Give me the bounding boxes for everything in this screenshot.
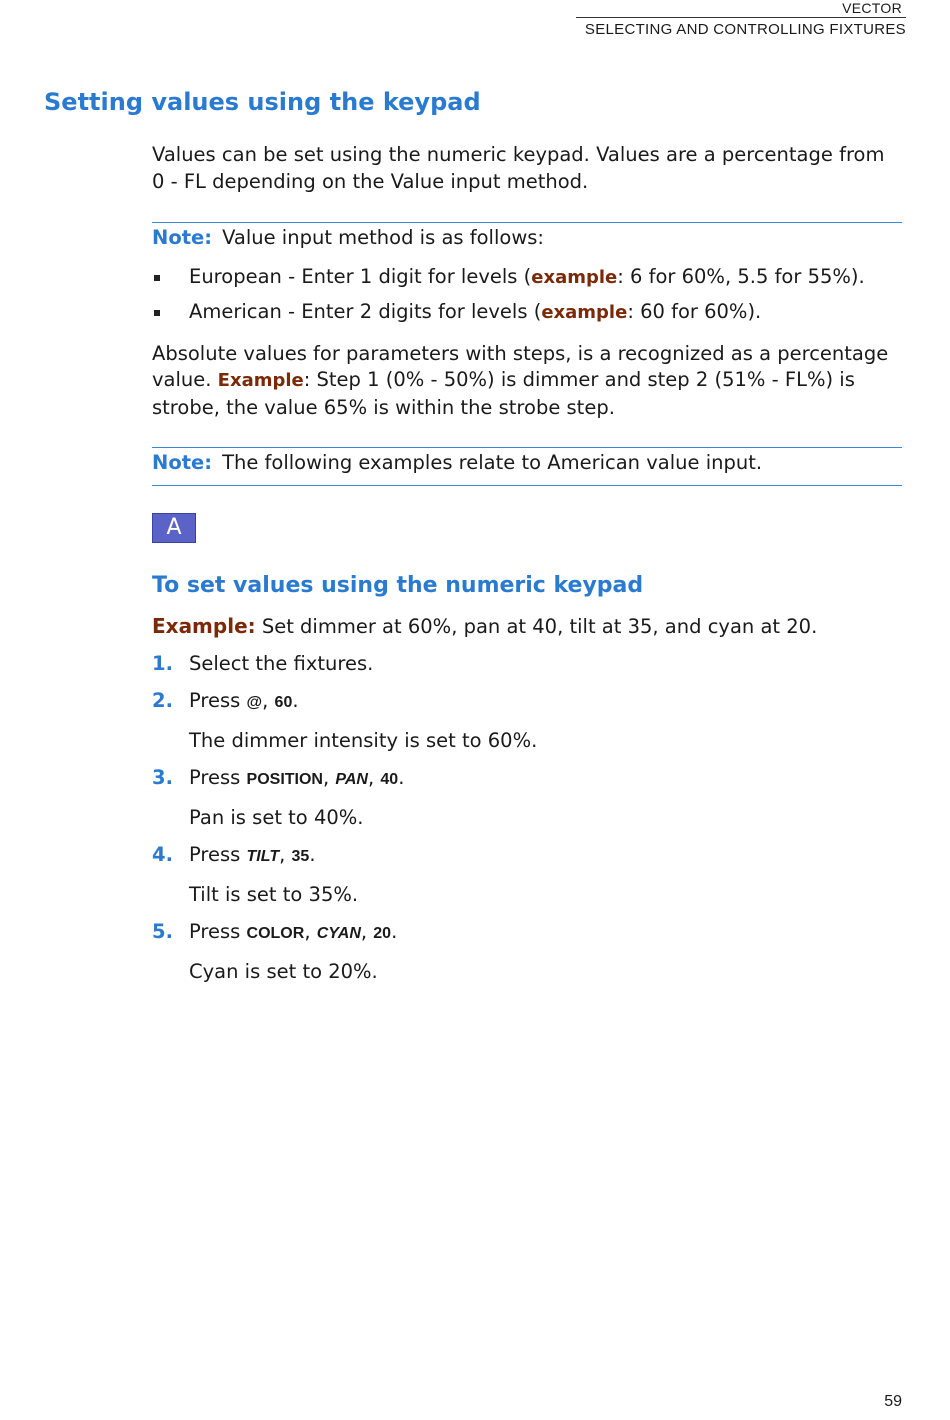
example-label: Example: xyxy=(152,614,256,638)
intro-paragraph: Values can be set using the numeric keypad. Values are a percentage from 0 - FL depending on the Value input method. xyxy=(152,143,885,193)
step-item: 2. Press @, 60. The dimmer intensity is set to 60%. xyxy=(152,688,902,754)
key-60: 60 xyxy=(274,694,293,711)
step-result: The dimmer intensity is set to 60%. xyxy=(189,728,538,752)
section-title: Setting values using the keypad xyxy=(44,88,481,116)
example-label: Example xyxy=(217,370,304,391)
header-chapter: SELECTING AND CONTROLLING FIXTURES xyxy=(584,21,906,38)
list-item: European - Enter 1 digit for levels (example: 6 for 60%, 5.5 for 55%). xyxy=(152,264,902,292)
procedure-example: Example: Set dimmer at 60%, pan at 40, tilt at 35, and cyan at 20. xyxy=(152,614,818,638)
list-item: American - Enter 2 digits for levels (example: 60 for 60%). xyxy=(152,299,902,327)
step-number: 3. xyxy=(152,766,173,789)
step-result: Cyan is set to 20%. xyxy=(189,959,378,983)
main-content xyxy=(152,142,902,996)
key-at: @ xyxy=(246,694,263,711)
step-result: Pan is set to 40%. xyxy=(189,805,364,829)
step-item: 4. Press TILT, 35. Tilt is set to 35%. xyxy=(152,842,902,908)
step-item: 5. Press COLOR, CYAN, 20. Cyan is set to 20%. xyxy=(152,919,902,985)
key-35: 35 xyxy=(291,848,310,865)
input-method-list xyxy=(152,264,902,327)
step-result: Tilt is set to 35%. xyxy=(189,882,359,906)
step-item: 1. Select the fixtures. xyxy=(152,651,902,678)
key-tilt: TILT xyxy=(246,848,280,865)
key-20: 20 xyxy=(373,925,392,942)
step-number: 1. xyxy=(152,651,173,675)
procedure-title: To set values using the numeric keypad xyxy=(152,572,644,598)
page-number: 59 xyxy=(884,1393,902,1410)
key-pan: PAN xyxy=(335,771,368,788)
note-label: Note: xyxy=(152,451,213,474)
step-number: 5. xyxy=(152,920,173,943)
advanced-badge-icon: A xyxy=(152,513,196,543)
note-text: Value input method is as follows: xyxy=(222,226,544,249)
key-color: COLOR xyxy=(246,925,305,942)
note-value-input xyxy=(152,222,902,421)
key-position: POSITION xyxy=(246,771,323,788)
note-label: Note: xyxy=(152,226,213,249)
note-american-input xyxy=(152,447,902,486)
bullet-square-icon xyxy=(154,310,160,316)
procedure-steps xyxy=(152,651,902,986)
step-item: 3. Press POSITION, PAN, 40. Pan is set to 40%. xyxy=(152,765,902,831)
note-text: The following examples relate to American value input. xyxy=(222,451,763,474)
page-header xyxy=(576,0,906,39)
step-number: 4. xyxy=(152,843,173,866)
step-number: 2. xyxy=(152,689,173,712)
key-cyan: CYAN xyxy=(316,925,361,942)
absolute-values-paragraph: Absolute values for parameters with steps, is a recognized as a percentage value. Example: Step 1 (0% - 50%) is dimmer and step 2 (51% - FL%) is strobe, the value 65% is within the strobe step. xyxy=(152,341,889,419)
example-label: example xyxy=(541,302,628,323)
bullet-square-icon xyxy=(154,275,160,281)
example-label: example xyxy=(531,266,618,288)
key-40: 40 xyxy=(380,771,399,788)
header-brand: VECTOR xyxy=(576,0,906,18)
